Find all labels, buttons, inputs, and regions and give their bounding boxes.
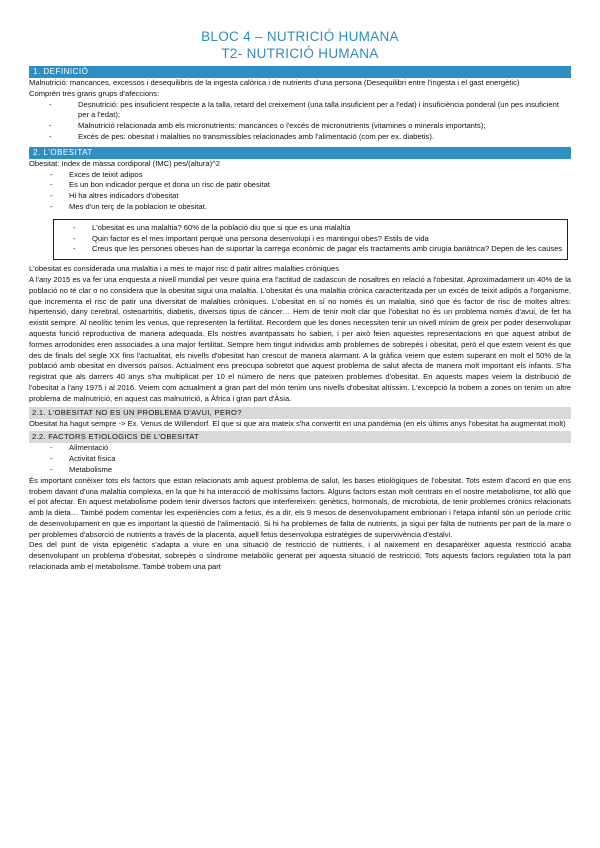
list-item: - Quin factor es el mes important perquè una persona desenvolupi i es mantingui obes? Estils de vida [58, 234, 563, 245]
list-item: - Es un bon indicador perque et dona un risc de patir obesitat [29, 180, 571, 191]
factors-list [29, 443, 571, 475]
questions-box [53, 219, 568, 260]
groups-label: Comprèn tres grans grups d'afeccions: [29, 88, 160, 98]
factors-body-1: És important conèixer tots els factors que estan relacionats amb aquest problema de salut, les bases etiològiques de l'obesitat. Tots estem d'acord en que ens trobem davant d'una malaltia complexa, en la que hi ha interacció de moltíssims factors. Alguns factors estan molt centrats en el nostre metabolisme, tot allò que el pot afectar. En aquest metabolisme podem tenir diversos factors que interfereixen: genètics, hormonals, de microbiota, de tenir problemes crònics relacionats amb la dieta… També podem comentar les experiències com a fetus, és a dir, els 9 mesos de desenvolupament embrionari i l'etapa infantil són un període crític de desenvolupament en que es important la qüestió de l'alimentació. Si hi ha problemes de falta de nutrients, ja sigui per falta de nutrients per part de la mare o per problemes d'absorció de nutrients a través de la placenta, aquell fetus desenvolupa estratègies de supervivència d'estalvi. [29, 475, 571, 539]
list-item: - L'obesitat es una malaltia? 60% de la població diu que si que es una malaltia [58, 223, 563, 234]
obesitat-lead: L'obesitat es considerada una malaltia i a mes te major risc d patir altres malalties cròniques [29, 264, 339, 274]
list-item: - Creus que les persones obeses han de suportar la carrega econòmic de pagar els tractaments amb cirugia bariàtrica? Depen de les causes [58, 244, 563, 255]
imc-definition: Obesitat: Index de massa cordiporal (IMC) pes/(altura)^2 [29, 158, 220, 168]
section-heading-obesitat: 2. L'OBESITAT [29, 147, 571, 159]
list-item: - Alimentació [29, 443, 571, 454]
section-heading-definicio: 1. DEFINICIÓ [29, 66, 571, 78]
list-item: - Metabolisme [29, 465, 571, 476]
list-item: - Exces de teixit adipos [29, 170, 571, 181]
questions-list [58, 223, 563, 255]
list-item: - Excés de pes: obesitat i malalties no transmissibles relacionades amb l'alimentació (com per ex. diabetis). [29, 132, 571, 143]
list-item: - Mes d'un terç de la poblacion te obesitat. [29, 202, 571, 213]
obesitat-list [29, 170, 571, 213]
document-title-line2: T2- NUTRICIÓ HUMANA [221, 46, 379, 61]
subsection-heading-2-1: 2.1. L'OBESITAT NO ES UN PROBLEMA D'AVUI, PERO? [29, 407, 571, 419]
factors-body-2: Des del punt de vista epigenètic s'adapta a viure en una situació de restricció de nutrients, i al naixement en desaparèixer aquesta restricció acaba desenvolupant un problema d'obesitat, sobrepès o síndrome metabòlic generat per aquesta situació de restricció. Tots aquests factors regulatien tota la part relacionada amb el metabolisme. També trobem una part [29, 540, 571, 572]
subsection-heading-2-2: 2.2. FACTORS ETIOLOGICS DE L'OBESITAT [29, 431, 571, 443]
malnutricio-definition: Malnutrició: mancances, excessos i desequilibris de la ingesta calòrica i de nutrients d'una persona (Desequilibri entre l'ingesta i el gast energètic) [29, 78, 520, 87]
list-item: - Activitat física [29, 454, 571, 465]
document-title-line1: BLOC 4 – NUTRICIÓ HUMANA [201, 29, 399, 44]
list-item: - Malnutrició relacionada amb els micronutrients: mancances o l'excés de micronutrients (vitamines o minerals importants); [29, 121, 571, 132]
obesitat-body: A l'any 2015 es va fer una enquesta a nivell mundial per veure quina era l'actitud de cadascun de nosaltres en relació a l'obesitat. Aproximadament un 40% de la població no té clar o no considera que la obesitat sigui una malaltia. L'obesitat és una malaltia crònica caracteritzada per un excés de teixit adipós a l'organisme, que incrementa el risc de patir una diversitat de malalties cròniques. L'obesitat en sí no només és un malaltia, sinó que és factor de risc de moltes altres: hipertensió, dany cerebral, osteoartritis, diabetis, diversos tipus de càncer… Hem de tenir molt clar que l'obesitat no és un problema només d'avui, de fet ha existit sempre. Al neolític tenim les venus, que representen la fertilitat. Recordem que les dones necessiten tenir un nivell mínim de greix per poder desenvolupar aquesta funció reproductiva de manera adequada. Els nostres avantpassats ho sabien, i per això feien aquestes representacions en que aquest atribut de formes arrodonides eren associades a una major fertilitat. Sempre hem tingut individus amb problemes de sobrepès i obesitat, però el que estem veient és que des de finals del segle XX fins l'actualitat, els nivells d'obesitat han crescut de manera alarmant. A la gràfica veiem que estem superant en molt el 50% de la població amb obesitat en diversos països. Actualment ens preocupa sobretot que aquest problema de salut afecta de manera molt important els infants. S'ha registrat que als darrers 40 anys s'ha multiplicat per 10 el número de nens que pateixen problemes d'obesitat. En aquests mapes veiem la distribució de l'obesitat a l'any 1975 i al 2016. Veiem com actualment a gran part del món tenim uns nivells d'obesitat altíssim. L'excepció la trobem a zones on tenim un altre problema de malnutrició, en aquest cas malnutrició, a Àfrica i gran part d'Àsia. [29, 274, 571, 403]
list-item: - Desnutrició: pes insuficient respecte a la talla, retard del creixement (una talla insuficient per a l'edat) i insuficiència ponderal (un pes insuficient per a l'edat); [29, 100, 571, 122]
subsection-2-1-body: Obesitat ha hagut sempre -> Ex. Venus de Willendorf. El que si que ara mateix s'ha convertit en una pandèmia (en els últims anys l'obesitat ha augmentat molt) [29, 418, 566, 428]
affections-list [29, 100, 571, 143]
list-item: - Hi ha altres indicadors d'obesitat [29, 191, 571, 202]
